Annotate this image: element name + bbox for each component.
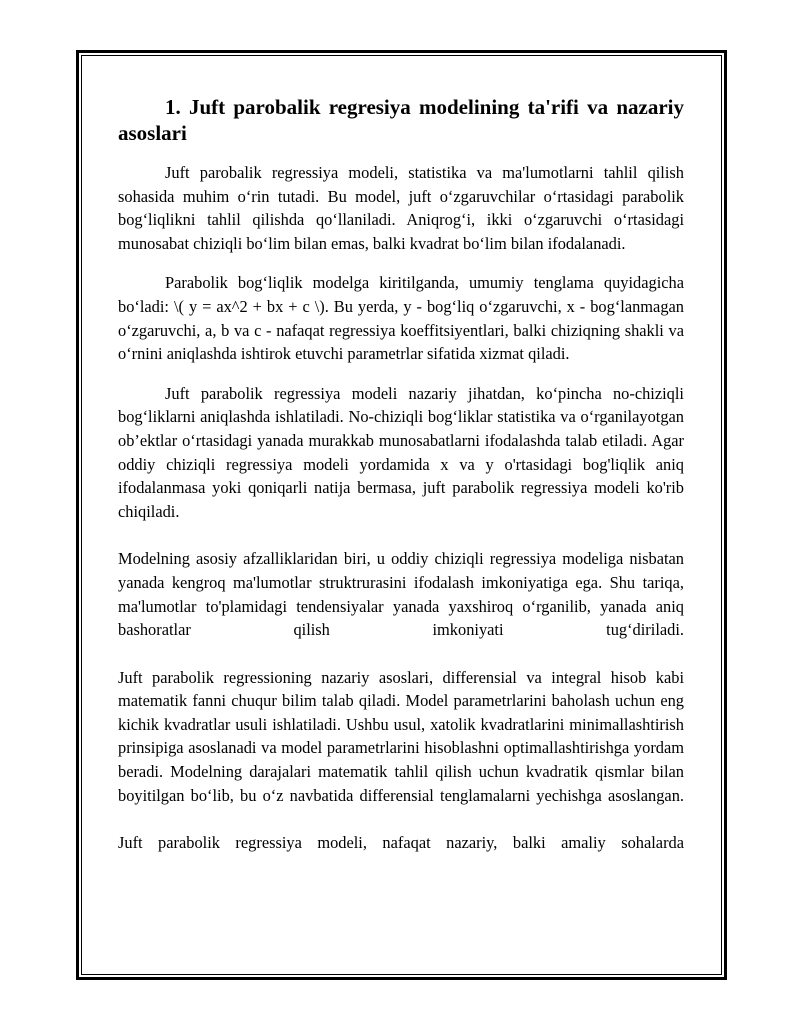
paragraph-6: Juft parabolik regressiya modeli, nafaqat nazariy, balki amaliy sohalarda bbox=[118, 833, 684, 853]
paragraph-3: Juft parabolik regressiya modeli nazariy jihatdan, ko‘pincha no-chiziqli bog‘liklarni aniqlashda ishlatiladi. No-chiziqli bog‘liklar statistika va o‘rganilayotgan ob’ektlar o‘rtasidagi yanada murakkab munosabatlarni ifodalashda talab etiladi. Agar oddiy chiziqli regressiya modeli yordamida x va y o'rtasidagi bog'liqlik aniq ifodalanmasa yoki qoniqarli natija bermasa, juft parabolik regressiya modeli ko'rib chiqiladi. bbox=[118, 383, 684, 521]
section-heading: 1. Juft parobalik regresiya modelining ta'rifi va nazariy asoslari bbox=[118, 95, 684, 145]
paragraph-1: Juft parobalik regressiya modeli, statistika va ma'lumotlarni tahlil qilish sohasida muhim o‘rin tutadi. Bu model, juft o‘zgaruvchilar o‘rtasidagi parabolik bog‘liqlikni tahlil qilishda qo‘llaniladi. Aniqrog‘i, ikki o‘zgaruvchi o‘rtasidagi munosabat chiziqli bo‘lim bilan emas, balki kvadrat bo‘lim bilan ifodalanadi. bbox=[118, 163, 684, 253]
paragraph-4: Modelning asosiy afzalliklaridan biri, u oddiy chiziqli regressiya modeliga nisbatan yanada kengroq ma'lumotlar struktrurasini ifodalash imkoniyatiga ega. Shu tariqa, ma'lumotlar to'plamidagi tendensiyalar yanada yaxshiroq o‘rganilib, yanada aniq bashoratlar qilish imkoniyati tug‘diriladi. bbox=[118, 549, 684, 640]
paragraph-2: Parabolik bog‘liqlik modelga kiritilganda, umumiy tenglama quyidagicha bo‘ladi: \( y = ax^2 + bx + c \). Bu yerda, y - bog‘liq o‘zgaruvchi, x - bog‘lanmagan o‘zgaruvchi, a, b va c - nafaqat regressiya koeffitsiyentlari, balki chiziqning shakli va o‘rnini aniqlashda ishtirok etuvchi parametrlar sifatida xizmat qiladi. bbox=[118, 273, 684, 364]
paragraph-5: Juft parabolik regressioning nazariy asoslari, differensial va integral hisob kabi matematik fanni chuqur bilim talab qiladi. Model parametrlarini baholash uchun eng kichik kvadratlar usuli ishlatiladi. Ushbu usul, xatolik kvadratlarini minimallashtirish prinsipiga asoslanadi va model parametrlarini hisoblashni optimallashtirishga yordam beradi. Modelning darajalari matematik tahlil qilish uchun kvadratik qismlar bilan boyitilgan bo‘lib, bu o‘z navbatida differensial tenglamalarni yechishga asoslangan. bbox=[118, 667, 684, 805]
document-body bbox=[118, 94, 684, 855]
